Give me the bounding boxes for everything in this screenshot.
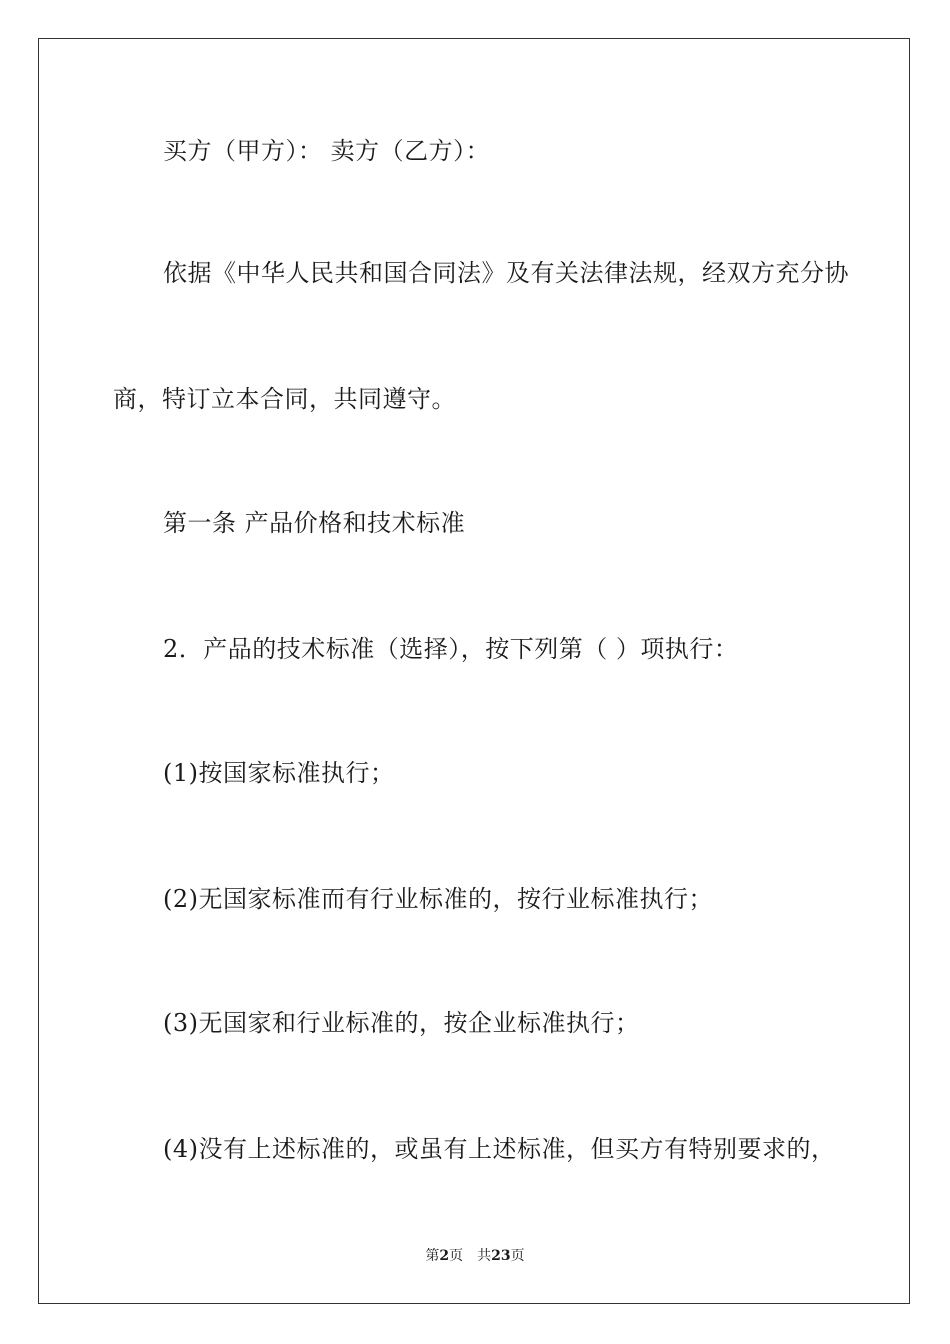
page-number: 2 [439, 1248, 450, 1264]
page-footer [0, 1247, 950, 1265]
total-prefix: 共 [477, 1248, 492, 1264]
total-suffix: 页 [510, 1248, 525, 1264]
page-prefix: 第 [425, 1248, 440, 1264]
article-1-heading: 第一条 产品价格和技术标准 [163, 509, 466, 537]
preamble-line-2: 商，特订立本合同，共同遵守。 [113, 385, 456, 413]
page-border [38, 38, 910, 1304]
option-3-text: (3)无国家和行业标准的，按企业标准执行； [163, 1009, 640, 1037]
page-suffix: 页 [449, 1248, 464, 1264]
clause-2-text: 2．产品的技术标准（选择），按下列第（ ）项执行： [163, 635, 739, 663]
preamble-line-1: 依据《中华人民共和国合同法》及有关法律法规，经双方充分协 [163, 259, 849, 287]
total-pages: 23 [491, 1248, 511, 1264]
parties-line: 买方（甲方）： 卖方（乙方）： [163, 137, 491, 165]
option-4-text: (4)没有上述标准的，或虽有上述标准，但买方有特别要求的， [163, 1135, 836, 1163]
option-2-text: (2)无国家标准而有行业标准的，按行业标准执行； [163, 885, 713, 913]
option-1-text: (1)按国家标准执行； [163, 759, 395, 787]
